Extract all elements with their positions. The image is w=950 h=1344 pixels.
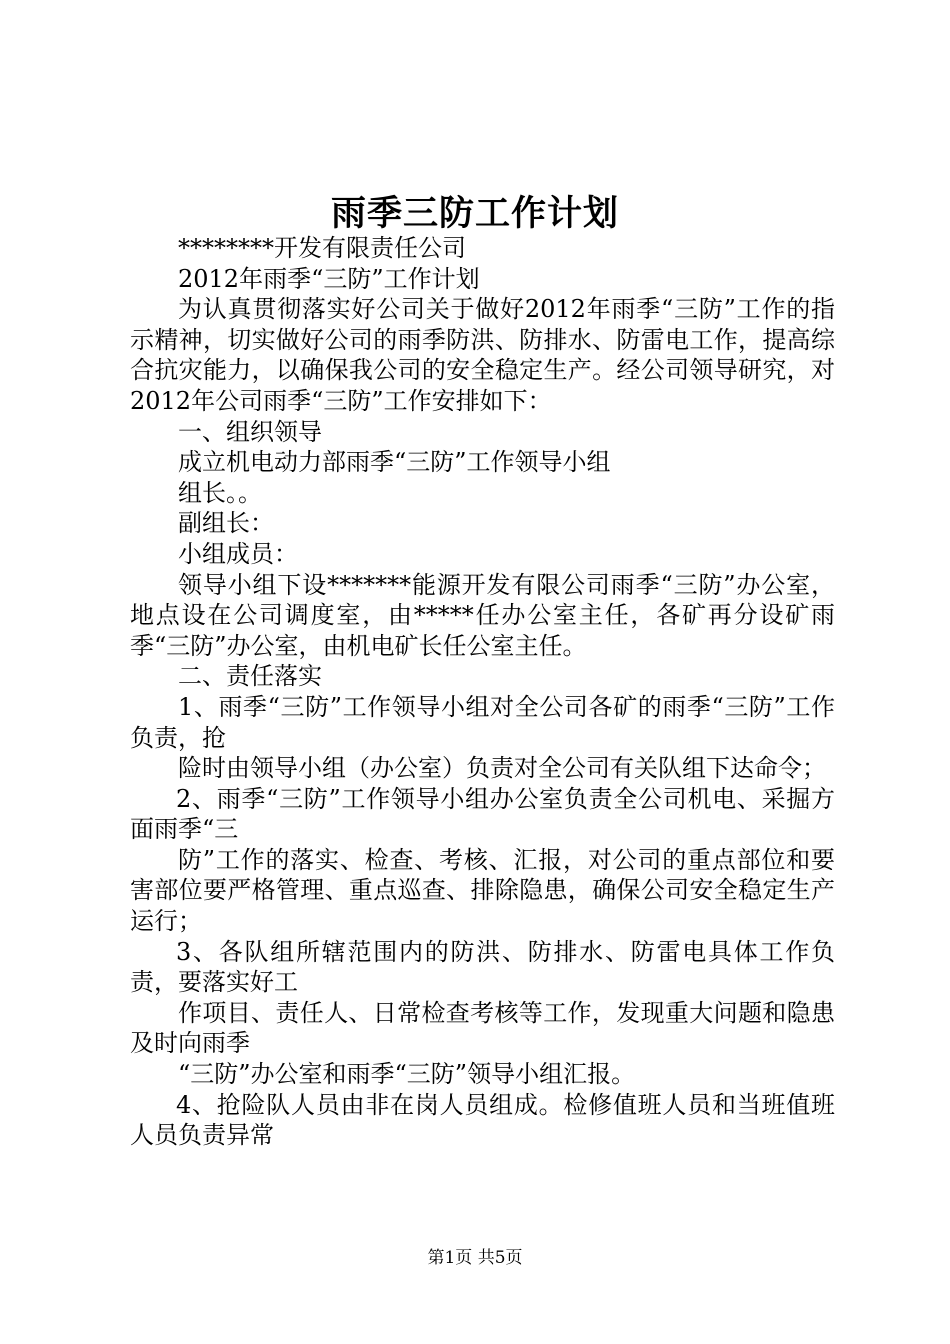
paragraph-plan-heading: 2012年雨季“三防”工作计划 [178, 264, 480, 293]
paragraph-item-2a: 2、雨季“三防”工作领导小组办公室负责全公司机电、采掘方面雨季“三 [130, 784, 835, 844]
section-heading-responsibility: 二、责任落实 [178, 662, 322, 691]
paragraph-intro: 为认真贯彻落实好公司关于做好2012年雨季“三防”工作的指示精神，切实做好公司的雨季防洪、防排水、防雷电工作，提高综合抗灾能力，以确保我公司的安全稳定生产。经公司领导研究，对2012年公司雨季“三防”工作安排如下： [130, 295, 835, 415]
paragraph-deputy-leader: 副组长： [178, 509, 274, 538]
paragraph-item-2b: 防”工作的落实、检查、考核、汇报，对公司的重点部位和要害部位要严格管理、重点巡查、排除隐患，确保公司安全稳定生产运行； [130, 845, 835, 936]
paragraph-item-3b: 作项目、责任人、日常检查考核等工作，发现重大问题和隐患及时向雨季 [130, 998, 835, 1058]
paragraph-group-setup: 成立机电动力部雨季“三防”工作领导小组 [178, 448, 611, 477]
paragraph-item-3a: 3、各队组所辖范围内的防洪、防排水、防雷电具体工作负责，要落实好工 [130, 937, 835, 997]
paragraph-office: 领导小组下设*******能源开发有限公司雨季“三防”办公室，地点设在公司调度室，由*****任办公室主任，各矿再分设矿雨季“三防”办公室，由机电矿长任公室主任。 [130, 570, 835, 660]
page-number-footer: 第1页 共5页 [427, 1248, 523, 1268]
document-title: 雨季三防工作计划 [330, 193, 619, 234]
paragraph-item-3c: “三防”办公室和雨季“三防”领导小组汇报。 [178, 1060, 636, 1089]
paragraph-members: 小组成员： [178, 539, 298, 568]
paragraph-item-1b: 险时由领导小组（办公室）负责对全公司有关队组下达命令； [178, 754, 826, 783]
paragraph-item-1a: 1、雨季“三防”工作领导小组对全公司各矿的雨季“三防”工作负责，抢 [130, 692, 835, 752]
document-body [130, 233, 835, 1151]
paragraph-leader: 组长。。 [178, 478, 262, 507]
paragraph-item-4: 4、抢险队人员由非在岗人员组成。检修值班人员和当班值班人员负责异常 [130, 1090, 835, 1150]
paragraph-company: ********开发有限责任公司 [178, 234, 466, 262]
section-heading-organization: 一、组织领导 [178, 417, 322, 446]
